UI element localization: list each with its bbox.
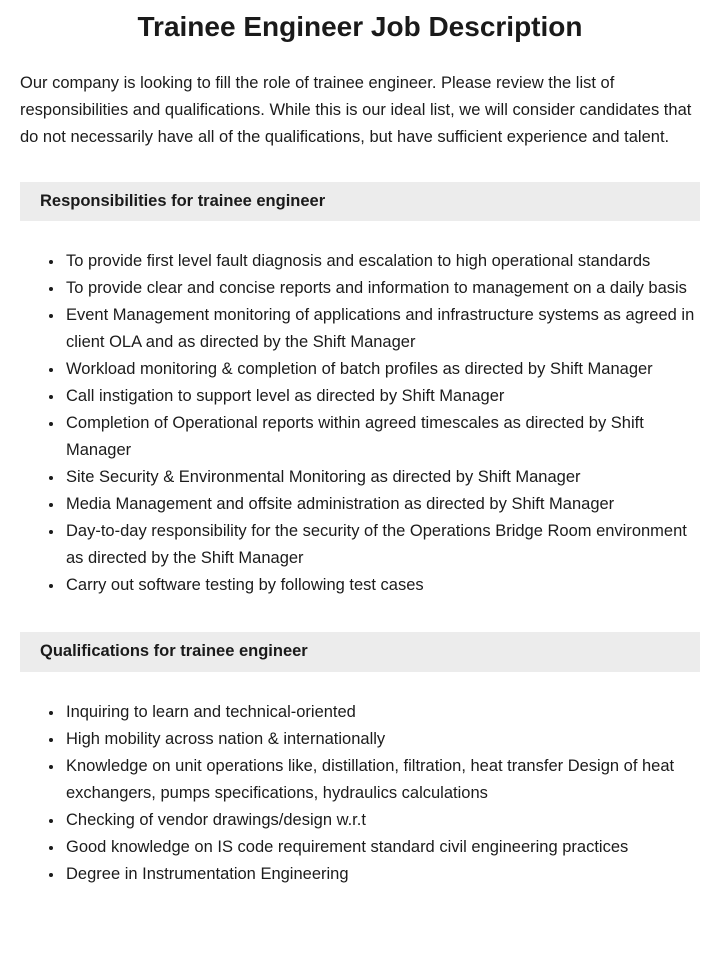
page-title: Trainee Engineer Job Description [137,11,583,42]
list-item: • Media Management and offsite administration as directed by Shift Manager [64,491,700,518]
qualifications-list [20,699,700,888]
responsibilities-heading: Responsibilities for trainee engineer [40,191,326,210]
list-item: • Day-to-day responsibility for the security of the Operations Bridge Room environment as directed by the Shift Manager [64,518,700,572]
list-item: • Site Security & Environmental Monitoring as directed by Shift Manager [64,464,700,491]
list-item: • Good knowledge on IS code requirement standard civil engineering practices [64,834,700,861]
list-item: • To provide clear and concise reports and information to management on a daily basis [64,275,700,302]
list-item: • Carry out software testing by following test cases [64,572,700,599]
responsibilities-list [20,248,700,599]
list-item: • Workload monitoring & completion of batch profiles as directed by Shift Manager [64,356,700,383]
list-item: • Inquiring to learn and technical-oriented [64,699,700,726]
list-item: • To provide first level fault diagnosis and escalation to high operational standards [64,248,700,275]
list-item: • Checking of vendor drawings/design w.r.t [64,807,700,834]
list-item: • Knowledge on unit operations like, distillation, filtration, heat transfer Design of heat exchangers, pumps specifications, hydraulics calculations [64,753,700,807]
list-item: • Call instigation to support level as directed by Shift Manager [64,383,700,410]
list-item: • Completion of Operational reports within agreed timescales as directed by Shift Manager [64,410,700,464]
list-item: • High mobility across nation & internationally [64,726,700,753]
section-header-qualifications [20,632,700,672]
list-item: • Degree in Instrumentation Engineering [64,861,700,888]
section-header-responsibilities [20,182,700,222]
qualifications-heading: Qualifications for trainee engineer [40,642,308,661]
list-item: • Event Management monitoring of applications and infrastructure systems as agreed in client OLA and as directed by the Shift Manager [64,302,700,356]
intro-paragraph: Our company is looking to fill the role of trainee engineer. Please review the list of responsibilities and qualifications. While this is our ideal list, we will consider candidates that do not necessarily have all of the qualifications, but have sufficient experience and talent. [20,73,692,146]
